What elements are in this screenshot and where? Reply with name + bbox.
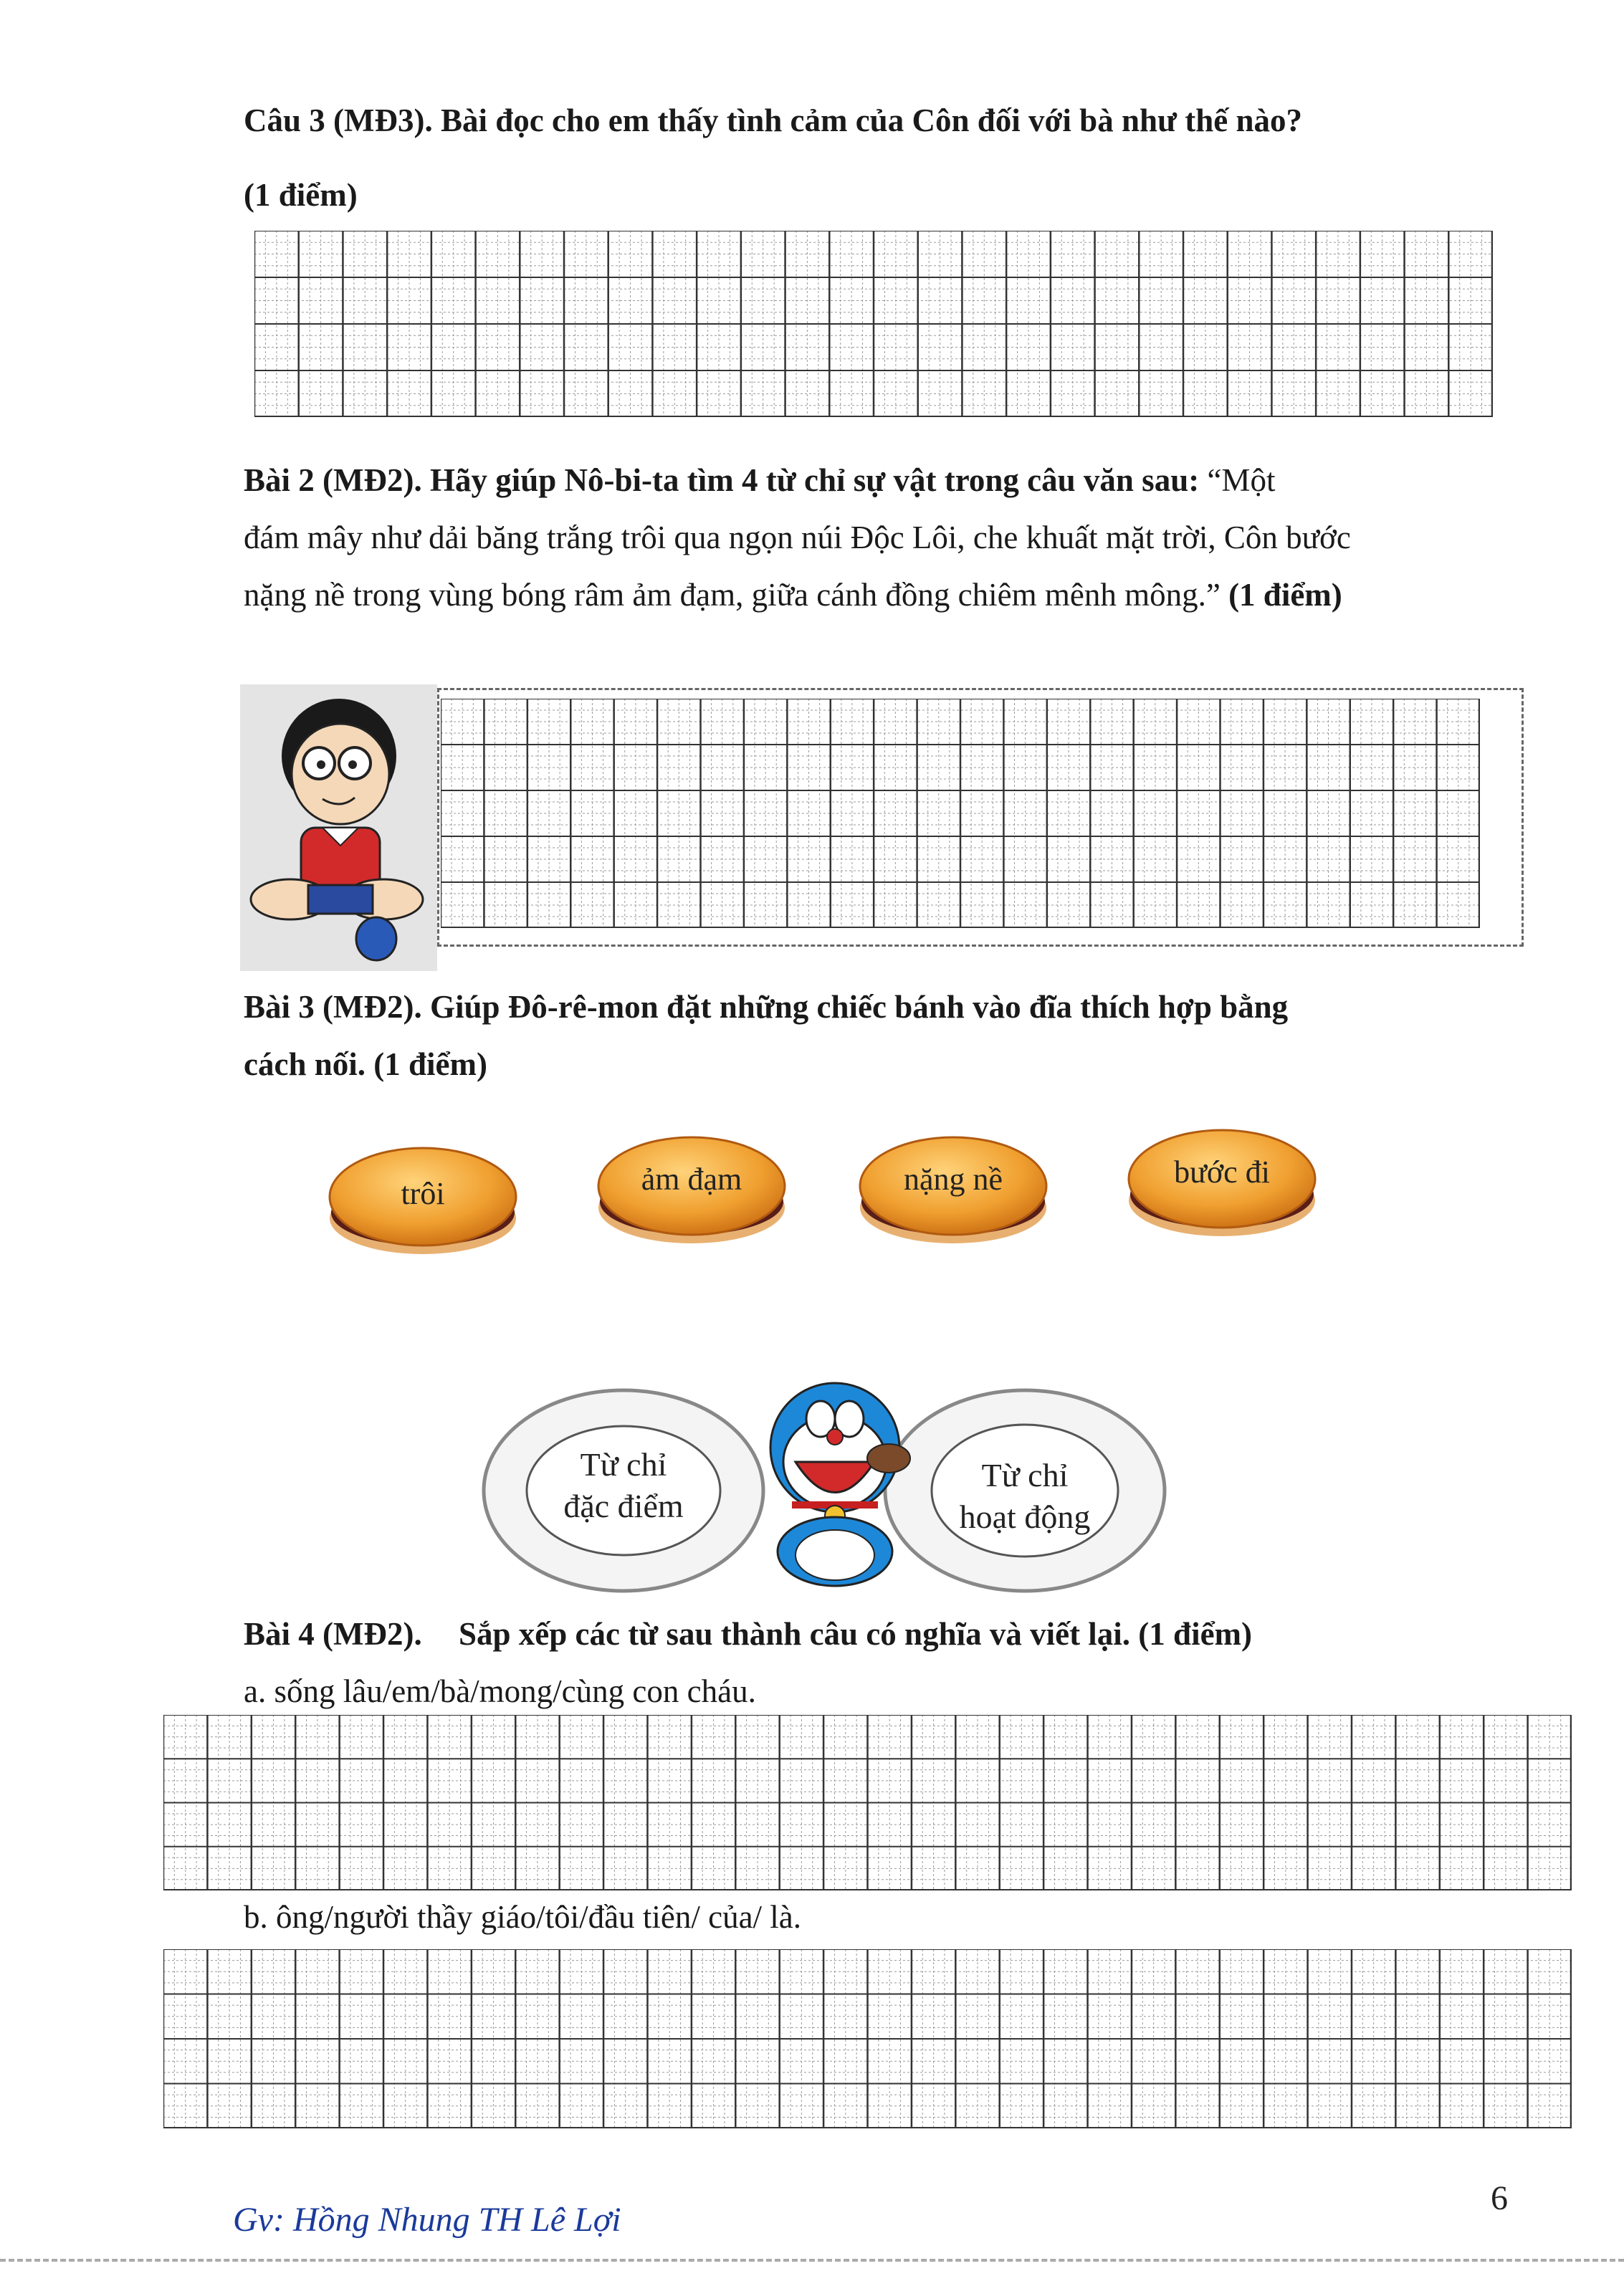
bai2-line2: đám mây như dải băng trắng trôi qua ngọn núi Độc Lôi, che khuất mặt trời, Côn bước — [244, 520, 1351, 555]
bai3-line1 — [244, 978, 1534, 1036]
bai2-points: (1 điểm) — [1228, 577, 1342, 613]
bai2-quote-start: “Một — [1207, 462, 1276, 498]
page-number: 6 — [1491, 2179, 1508, 2217]
cake-buoc-di[interactable]: bước đi — [1125, 1122, 1319, 1243]
bai4-item-a: a. sống lâu/em/bà/mong/cùng con cháu. — [244, 1673, 756, 1709]
cake-troi[interactable]: trôi — [326, 1139, 520, 1261]
bai2-prompt: Hãy giúp Nô-bi-ta tìm 4 từ chỉ sự vật trong câu văn sau: — [429, 462, 1200, 498]
bai3-line2: cách nối. (1 điểm) — [244, 1046, 487, 1082]
bai4-item-b: b. ông/người thầy giáo/tôi/đầu tiên/ của/ là. — [244, 1899, 802, 1935]
bai2-line1 — [244, 451, 1534, 509]
bai2-label: Bài 2 (MĐ2). — [244, 462, 422, 498]
bai3-label: Bài 3 (MĐ2). — [244, 989, 422, 1025]
bai4-label: Bài 4 (MĐ2). — [244, 1616, 422, 1652]
bai4-heading — [244, 1605, 1534, 1663]
q3-points: (1 điểm) — [244, 177, 358, 213]
cake-nang-ne[interactable]: nặng nề — [856, 1129, 1050, 1251]
bai3-text: Giúp Đô-rê-mon đặt những chiếc bánh vào đĩa thích hợp bằng — [429, 989, 1289, 1025]
footer-divider — [0, 2259, 1624, 2262]
bai2-line3: nặng nề trong vùng bóng râm ảm đạm, giữa cánh đồng chiêm mênh mông.” (1 điểm) — [244, 577, 1342, 613]
bai4-a-answer-grid[interactable] — [163, 1715, 1572, 1890]
plate-dac-diem[interactable]: Từ chỉ đặc điểm — [563, 1446, 684, 1524]
q3-label: Câu 3 (MĐ3). — [244, 102, 433, 138]
q3-heading — [244, 92, 1302, 149]
bai4-b-answer-grid[interactable] — [163, 1949, 1572, 2128]
cake-am-dam[interactable]: ảm đạm — [595, 1129, 788, 1251]
bai2-answer-grid[interactable] — [441, 699, 1480, 928]
plate-hoat-dong[interactable]: Từ chỉ hoạt động — [959, 1457, 1091, 1535]
q3-text: Bài đọc cho em thấy tình cảm của Côn đối với bà như thế nào? — [440, 102, 1303, 138]
nobita-image — [240, 684, 437, 971]
doraemon-image — [753, 1380, 917, 1587]
q3-answer-grid[interactable] — [254, 231, 1493, 417]
bai4-text: Sắp xếp các từ sau thành câu có nghĩa và viết lại. (1 điểm) — [458, 1616, 1253, 1652]
footer-author: Gv: Hồng Nhung TH Lê Lợi — [233, 2201, 621, 2239]
